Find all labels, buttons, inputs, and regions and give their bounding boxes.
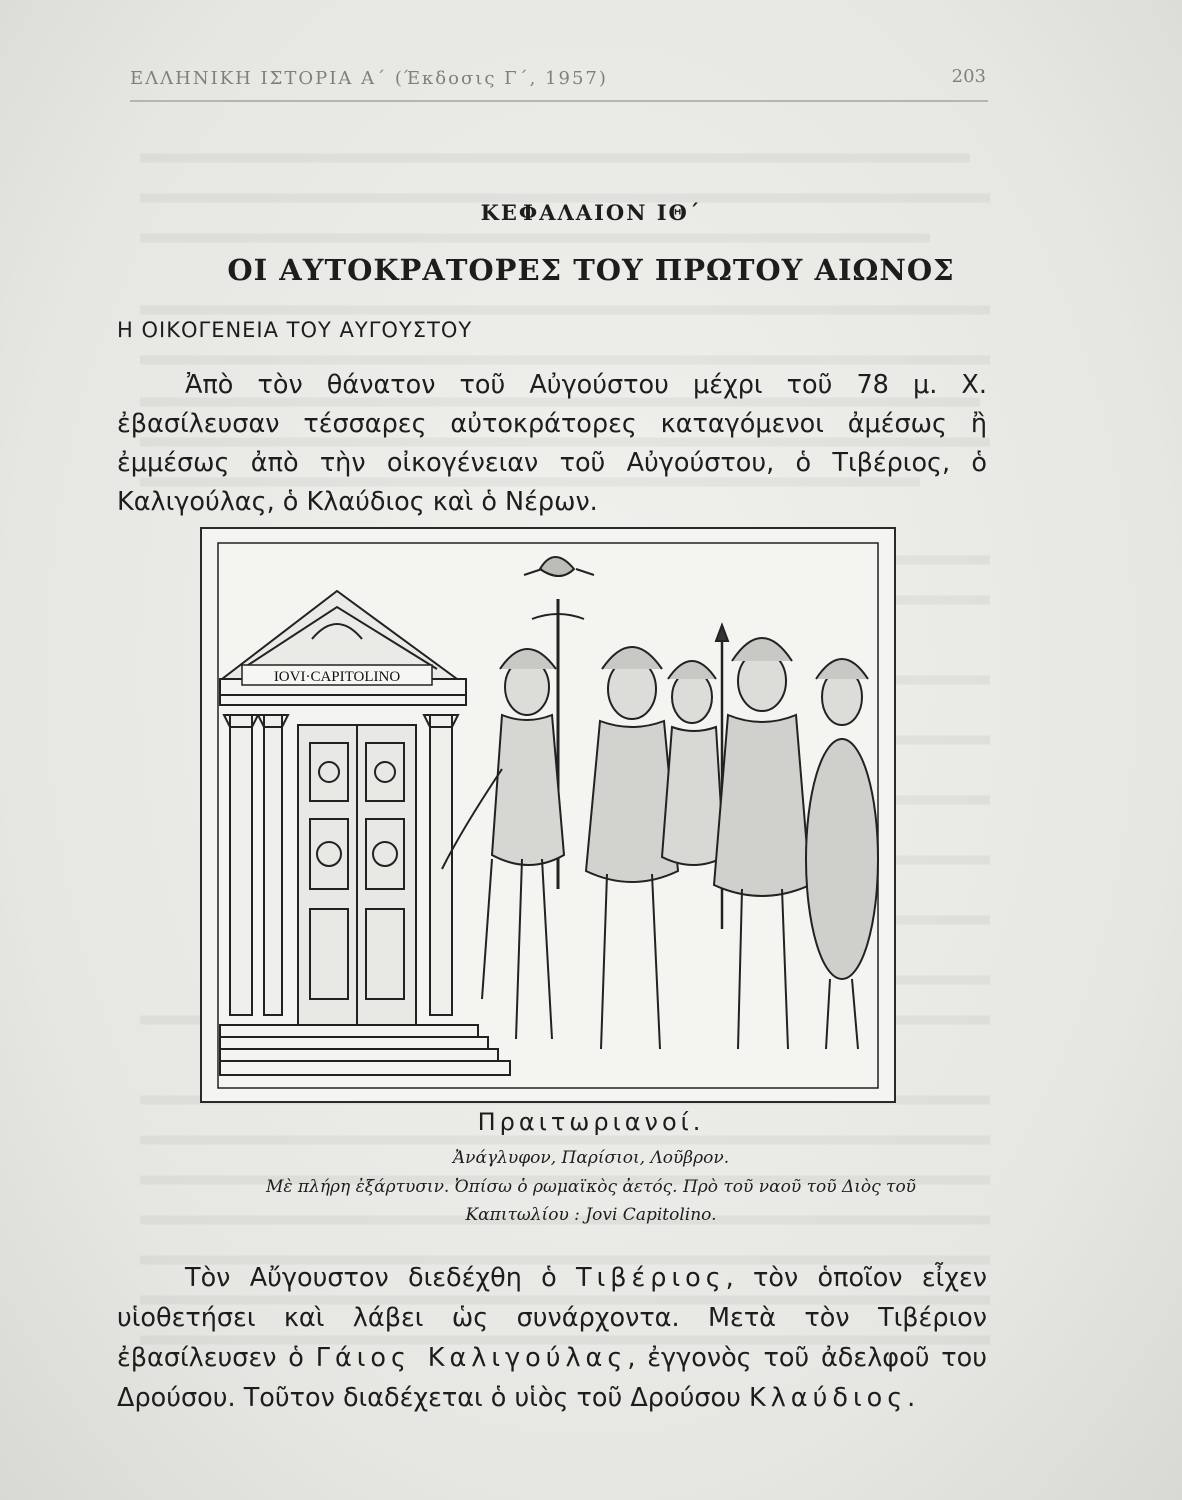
paragraph-text: Τὸν Αὔγουστον διεδέχθη ὁ — [185, 1263, 577, 1293]
soldiers — [442, 638, 878, 1049]
section-heading: Η ΟΙΚΟΓΕΝΕΙΑ ΤΟΥ ΑΥΓΟΥΣΤΟΥ — [117, 318, 473, 342]
figure-caption-line-3: Καπιτωλίου : Jovi Capitolino. — [465, 1205, 717, 1225]
paragraph-intro: Ἀπὸ τὸν θάνατον τοῦ Αὐγούστου μέχρι τοῦ 78 μ. Χ. ἐβασίλευσαν τέσσαρες αὐτοκράτορες καταγόμενοι ἀμέσως ἢ ἐμμέσως ἀπὸ τὴν οἰκογένειαν τοῦ Αὐγούστου, ὁ Τιβέριος, ὁ Καλιγούλας, ὁ Κλαύδιος καὶ ὁ Νέρων. — [117, 370, 987, 517]
paragraph-text: , ἐγγονὸς τοῦ ἀδελφοῦ του Δρούσου. Τοῦτον διαδέχεται ὁ υἱὸς τοῦ Δρούσου — [117, 1343, 987, 1413]
emperor-name-gaios: Γάιος Καλιγούλας — [315, 1343, 628, 1373]
temple-door — [298, 725, 416, 1025]
praetorians-relief-drawing — [202, 529, 894, 1101]
page-number: 203 — [951, 66, 986, 87]
figure-caption-line-1: Ἀνάγλυφον, Παρίσιοι, Λοῦβρον. — [452, 1148, 730, 1168]
temple-steps — [220, 1025, 510, 1075]
paragraph-text: , τὸν ὁποῖον εἶχεν υἱοθετήσει καὶ λάβει ὡς συνάρχοντα. Μετὰ τὸν Τιβέριον ἐβασίλευσεν ὁ — [117, 1263, 987, 1373]
header-rule — [130, 100, 988, 102]
chapter-title: ΟΙ ΑΥΤΟΚΡΑΤΟΡΕΣ ΤΟΥ ΠΡΩΤΟΥ ΑΙΩΝΟΣ — [227, 253, 955, 287]
chapter-heading: ΚΕΦΑΛΑΙΟΝ ΙΘ΄ — [480, 200, 702, 225]
temple-inscription: IOVI·CAPITOLINO — [273, 669, 401, 685]
paragraph-text: . — [907, 1383, 916, 1413]
relief-illustration — [200, 527, 896, 1103]
emperor-name-tiberios: Τιβέριος — [576, 1263, 726, 1293]
shield — [806, 739, 878, 979]
figure-caption-title: Πραιτωριανοί. — [477, 1108, 705, 1136]
running-header: ΕΛΛΗΝΙΚΗ ΙΣΤΟΡΙΑ Α΄ (Έκδοσις Γ΄, 1957) — [130, 68, 608, 89]
paragraph-succession — [117, 1258, 987, 1418]
emperor-name-klaudios: Κλαύδιος — [748, 1383, 908, 1413]
figure-caption-line-2: Μὲ πλήρη ἐξάρτυσιν. Ὀπίσω ὁ ρωμαϊκὸς ἀετός. Πρὸ τοῦ ναοῦ τοῦ Διὸς τοῦ — [265, 1177, 917, 1197]
